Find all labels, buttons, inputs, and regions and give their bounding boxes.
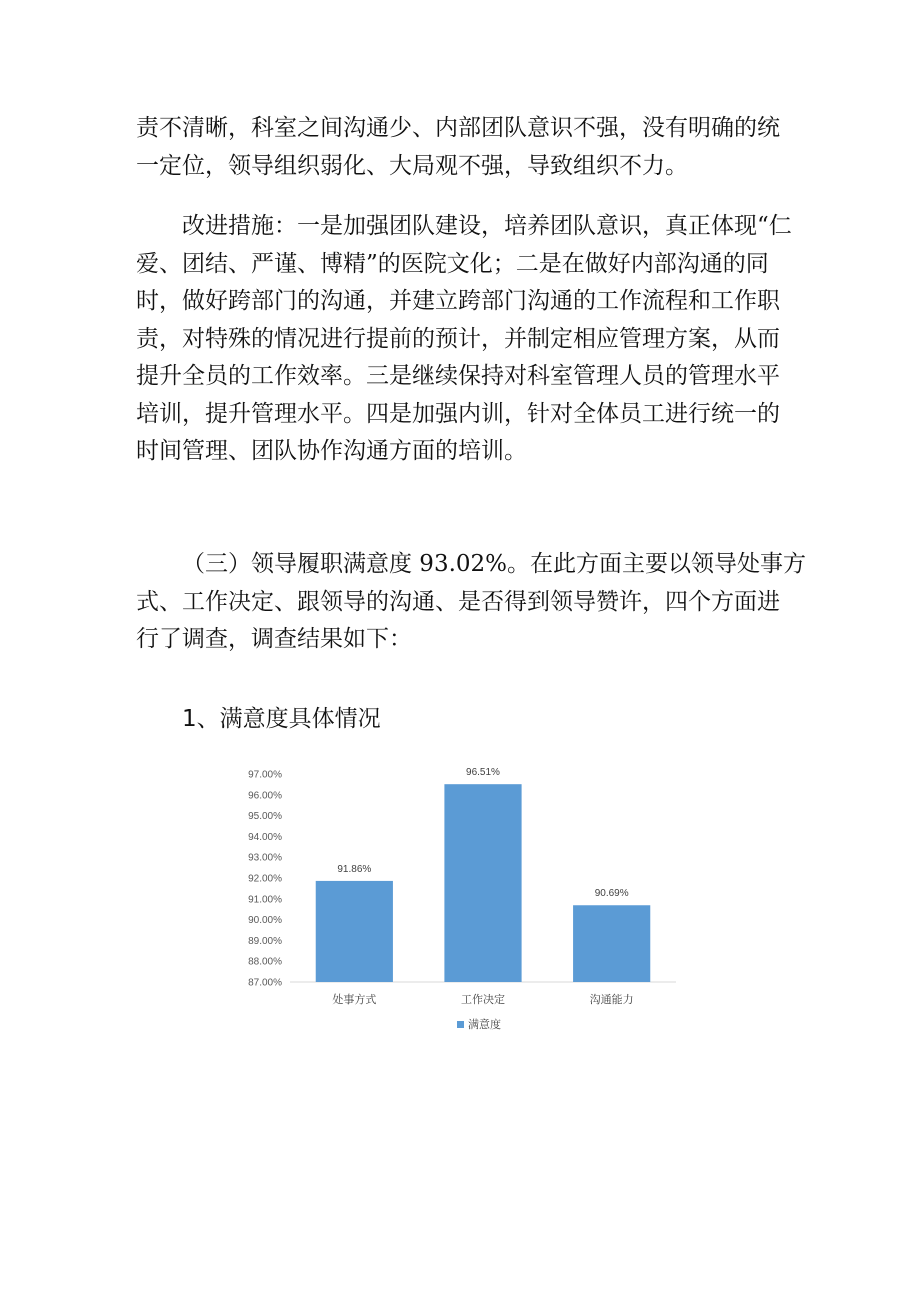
y-tick-label: 93.00% [248, 852, 282, 864]
y-tick-label: 94.00% [248, 831, 282, 843]
x-tick-label: 工作决定 [461, 994, 505, 1006]
legend [457, 1017, 501, 1031]
paragraph-3 [136, 546, 807, 659]
bar [316, 881, 393, 982]
y-tick-label: 91.00% [248, 894, 282, 906]
legend-label: 满意度 [468, 1019, 501, 1031]
text-line: 责不清晰，科室之间沟通少、内部团队意识不强，没有明确的统 [136, 115, 780, 141]
data-label: 90.69% [594, 888, 629, 900]
text-line: 时间管理、团队协作沟通方面的培训。 [136, 438, 527, 464]
text-line: 式、工作决定、跟领导的沟通、是否得到领导赞许，四个方面进 [136, 588, 780, 615]
data-label: 96.51% [466, 767, 500, 779]
x-tick-label: 处事方式 [332, 994, 377, 1006]
text-line: 提升全员的工作效率。三是继续保持对科室管理人员的管理水平 [136, 363, 780, 389]
y-tick-label: 92.00% [248, 873, 282, 885]
text-line: 责，对特殊的情况进行提前的预计，并制定相应管理方案，从而 [136, 325, 780, 352]
paragraph-1 [136, 110, 788, 185]
x-tick-label: 沟通能力 [589, 994, 634, 1006]
y-tick-label: 87.00% [248, 977, 282, 989]
bar [444, 784, 521, 982]
y-tick-label: 89.00% [248, 935, 282, 947]
text-line: 行了调查，调查结果如下： [136, 626, 412, 652]
y-tick-label: 97.00% [248, 769, 282, 781]
y-tick-label: 96.00% [248, 790, 282, 802]
y-tick-label: 90.00% [248, 915, 282, 927]
text-line: 改进措施：一是加强团队建设，培养团队意识，真正体现“仁 [182, 213, 792, 239]
y-axis [248, 770, 282, 989]
paragraph-2 [136, 208, 792, 471]
text-line: 培训，提升管理水平。四是加强内训，针对全体员工进行统一的 [136, 400, 780, 427]
legend-swatch [457, 1021, 464, 1028]
y-tick-label: 88.00% [248, 956, 282, 968]
sub-heading: 1、满意度具体情况 [182, 706, 381, 732]
data-label: 91.86% [337, 863, 372, 875]
y-tick-label: 95.00% [248, 811, 282, 823]
bars-group [316, 767, 651, 1006]
text-line: （三）领导履职满意度 93.02%。在此方面主要以领导处事方 [182, 551, 807, 577]
text-line: 爱、团结、严谨、博精”的医院文化；二是在做好内部沟通的同 [136, 250, 769, 277]
text-line: 时，做好跨部门的沟通，并建立跨部门沟通的工作流程和工作职 [136, 288, 780, 314]
text-line: 一定位，领导组织弱化、大局观不强，导致组织不力。 [136, 152, 688, 179]
bar [573, 905, 650, 982]
satisfaction-bar-chart [236, 760, 686, 1050]
